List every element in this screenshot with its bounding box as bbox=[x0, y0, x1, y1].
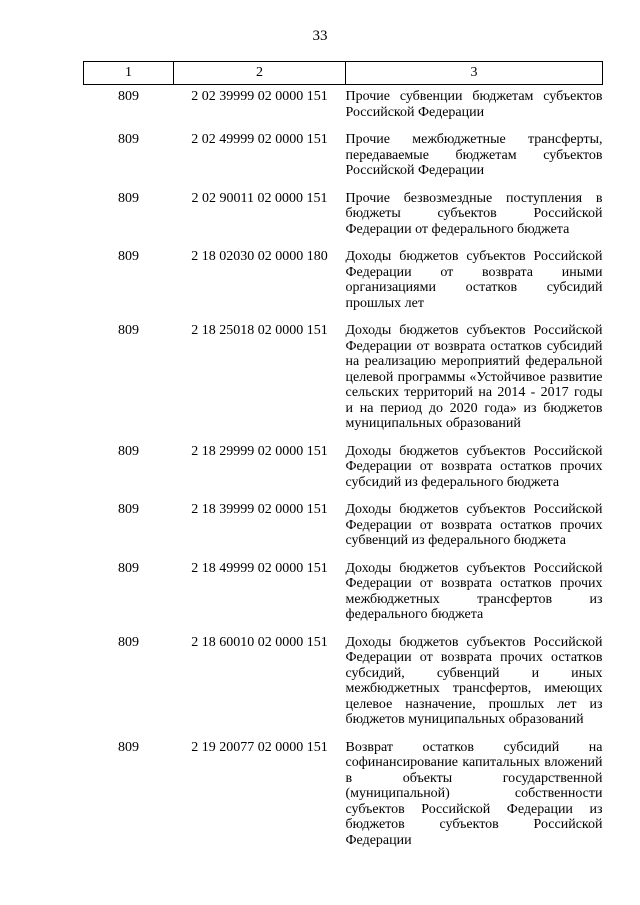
table-row bbox=[84, 444, 603, 503]
revenue-code-cell: 2 18 39999 02 0000 151 bbox=[191, 502, 328, 517]
column-header-2: 2 bbox=[174, 62, 346, 85]
revenue-classification-table bbox=[83, 61, 603, 860]
page-number: 33 bbox=[312, 28, 328, 44]
revenue-name-cell: Прочие межбюджетные трансферты, передаваемые бюджетам субъектов Российской Федерации bbox=[345, 132, 603, 178]
revenue-code-cell: 2 02 90011 02 0000 151 bbox=[191, 190, 328, 206]
revenue-name-cell: Прочие безвозмездные поступления в бюджеты субъектов Российской Федерации от федерального бюджета bbox=[345, 190, 603, 237]
revenue-code-cell: 2 18 49999 02 0000 151 bbox=[191, 560, 328, 576]
revenue-name-cell: Прочие субвенции бюджетам субъектов Российской Федерации bbox=[345, 89, 603, 120]
admin-code-cell: 809 bbox=[118, 560, 139, 576]
revenue-name-cell: Возврат остатков субсидий на софинансирование капитальных вложений в объекты государственной (муниципальной) собственности субъектов Российской Федерации из бюджетов субъектов Российской Федерации bbox=[345, 739, 603, 848]
revenue-name-cell: Доходы бюджетов субъектов Российской Федерации от возврата иными организациями остатков субсидий прошлых лет bbox=[345, 249, 603, 311]
table-row bbox=[84, 323, 603, 444]
revenue-code-cell: 2 18 29999 02 0000 151 bbox=[191, 443, 328, 459]
admin-code-cell: 809 bbox=[118, 443, 139, 459]
revenue-code-cell: 2 18 25018 02 0000 151 bbox=[191, 323, 328, 338]
admin-code-cell: 809 bbox=[118, 132, 139, 147]
revenue-code-cell: 2 18 02030 02 0000 180 bbox=[191, 249, 328, 264]
revenue-code-cell: 2 02 39999 02 0000 151 bbox=[191, 89, 328, 104]
admin-code-cell: 809 bbox=[118, 323, 139, 338]
table-row bbox=[84, 85, 603, 133]
column-number-header-row bbox=[84, 62, 603, 85]
revenue-name-cell: Доходы бюджетов субъектов Российской Федерации от возврата остатков субсидий на реализацию мероприятий федеральной целевой программы «Устойчивое развитие сельских территорий на 2014 - 2017 годы и на период до 2020 года» из бюджетов муниципальных образований bbox=[345, 323, 603, 431]
table-row bbox=[84, 635, 603, 740]
revenue-name-cell: Доходы бюджетов субъектов Российской Федерации от возврата остатков прочих субсидий из федерального бюджета bbox=[345, 443, 603, 490]
table-row bbox=[84, 502, 603, 561]
table-row bbox=[84, 249, 603, 323]
revenue-name-cell: Доходы бюджетов субъектов Российской Федерации от возврата остатков прочих межбюджетных трансфертов из федерального бюджета bbox=[345, 560, 603, 622]
admin-code-cell: 809 bbox=[118, 249, 139, 264]
admin-code-cell: 809 bbox=[118, 634, 139, 650]
revenue-code-cell: 2 19 20077 02 0000 151 bbox=[191, 739, 328, 755]
revenue-name-cell: Доходы бюджетов субъектов Российской Федерации от возврата остатков прочих субвенций из федерального бюджета bbox=[345, 502, 603, 548]
admin-code-cell: 809 bbox=[118, 89, 139, 104]
revenue-code-cell: 2 18 60010 02 0000 151 bbox=[191, 634, 328, 650]
admin-code-cell: 809 bbox=[118, 502, 139, 517]
table-row bbox=[84, 561, 603, 635]
table-row bbox=[84, 191, 603, 250]
admin-code-cell: 809 bbox=[118, 739, 139, 755]
table-row bbox=[84, 740, 603, 861]
column-header-1: 1 bbox=[84, 62, 174, 85]
column-header-3: 3 bbox=[346, 62, 603, 85]
revenue-code-cell: 2 02 49999 02 0000 151 bbox=[191, 132, 328, 147]
admin-code-cell: 809 bbox=[118, 190, 139, 206]
table-row bbox=[84, 132, 603, 191]
revenue-name-cell: Доходы бюджетов субъектов Российской Федерации от возврата прочих остатков субсидий, субвенций и иных межбюджетных трансфертов, имеющих целевое назначение, прошлых лет из бюджетов муниципальных образований bbox=[345, 634, 603, 727]
